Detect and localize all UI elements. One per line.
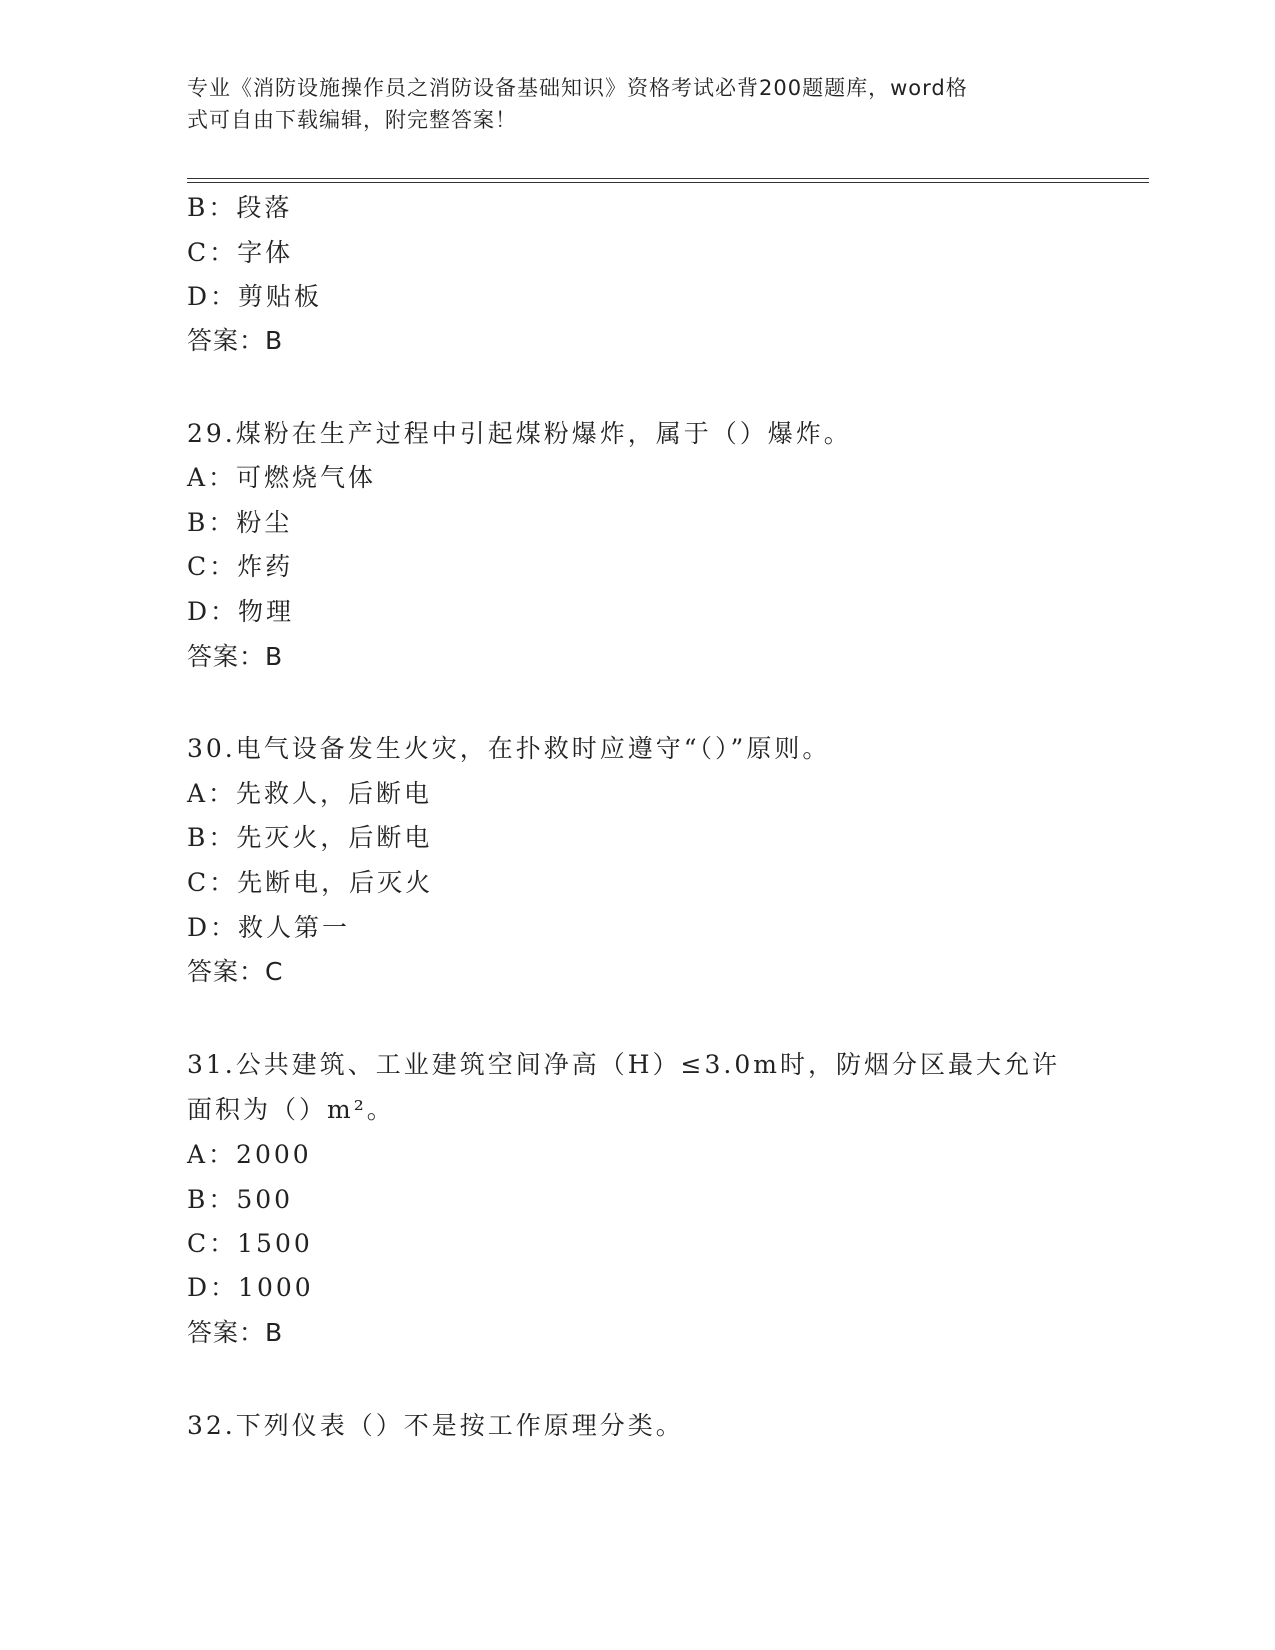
- option-b: B：段落: [187, 193, 293, 222]
- option-c: C：字体: [187, 238, 294, 267]
- option-a: A：先救人，后断电: [187, 779, 433, 808]
- option-c: C：1500: [187, 1229, 313, 1258]
- option-b: B：先灭火，后断电: [187, 823, 433, 852]
- option-c: C：先断电，后灭火: [187, 868, 434, 897]
- option-a: A：2000: [187, 1140, 312, 1169]
- question-stem: 32.下列仪表（）不是按工作原理分类。: [187, 1411, 684, 1440]
- option-d: D：救人第一: [187, 913, 351, 942]
- answer: 答案：B: [187, 326, 284, 355]
- option-c: C：炸药: [187, 552, 294, 581]
- answer: 答案：C: [187, 957, 284, 986]
- option-a: A：可燃烧气体: [187, 463, 377, 492]
- option-b: B：粉尘: [187, 508, 293, 537]
- option-d: D：剪贴板: [187, 282, 323, 311]
- document-header: [187, 72, 1067, 136]
- header-divider-bottom: [187, 182, 1149, 183]
- option-b: B：500: [187, 1185, 294, 1214]
- answer: 答案：B: [187, 1318, 284, 1347]
- question-stem-continued: 面积为（）m²。: [187, 1095, 395, 1124]
- answer: 答案：B: [187, 642, 284, 671]
- question-stem: 29.煤粉在生产过程中引起煤粉爆炸，属于（）爆炸。: [187, 419, 852, 448]
- header-line-1: 专业《消防设施操作员之消防设备基础知识》资格考试必背200题题库，word格: [187, 76, 968, 100]
- header-line-2: 式可自由下载编辑，附完整答案！: [187, 108, 517, 132]
- header-divider-top: [187, 178, 1149, 179]
- question-stem: 31.公共建筑、工业建筑空间净高（H）≤3.0m时，防烟分区最大允许: [187, 1050, 1060, 1079]
- option-d: D：1000: [187, 1273, 314, 1302]
- option-d: D：物理: [187, 597, 295, 626]
- question-stem: 30.电气设备发生火灾，在扑救时应遵守“（）”原则。: [187, 734, 831, 763]
